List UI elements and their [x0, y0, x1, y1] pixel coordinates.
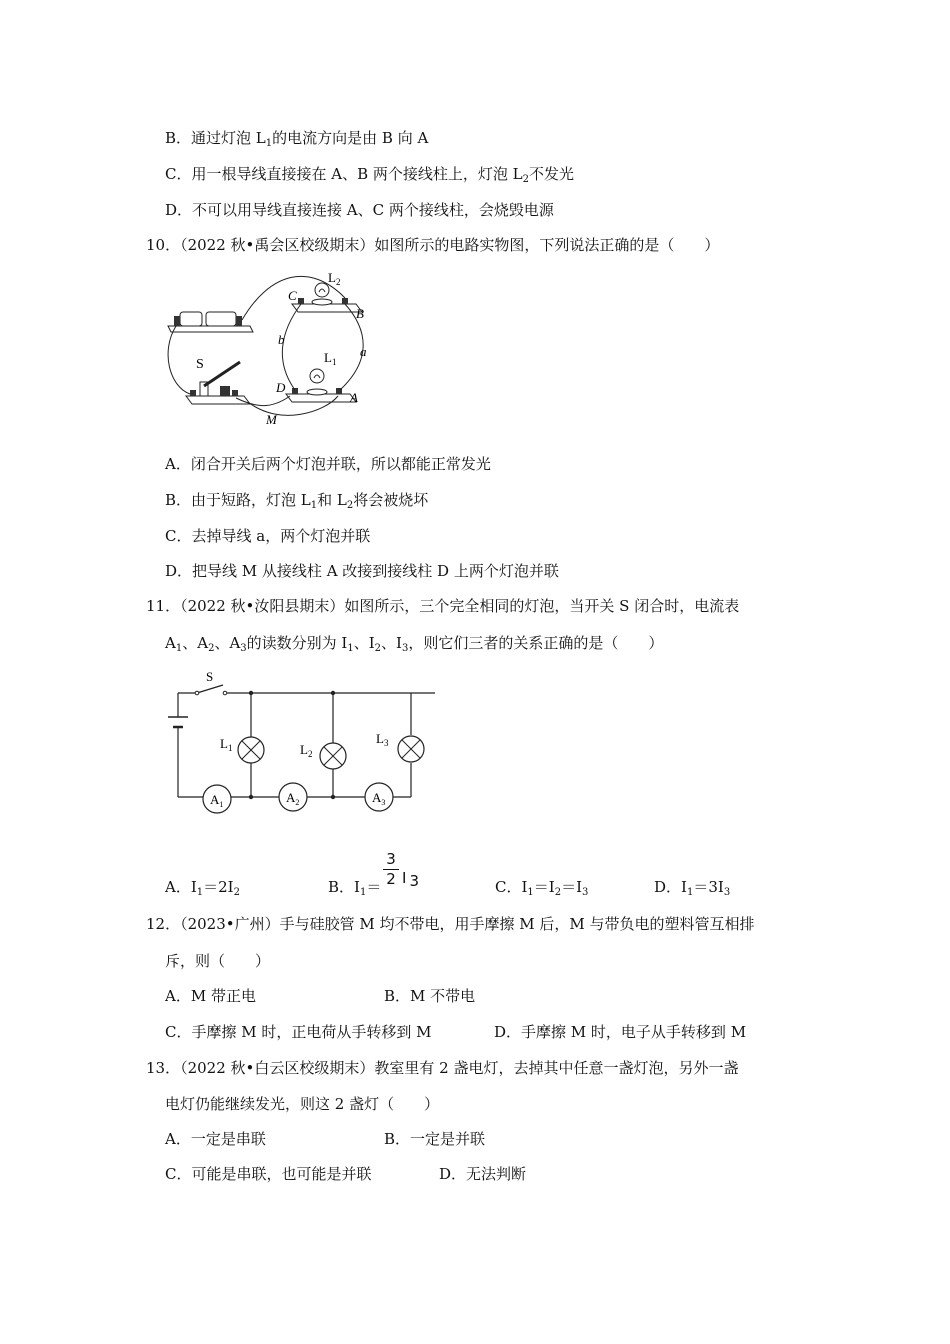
option-b-prev: B．通过灯泡 $L_1$的电流方向是由 B 向 A [165, 129, 429, 149]
q11-option-b: B．$I_1=$ [328, 878, 382, 898]
q11-option-c: C．$I_1=I_2=I_3$ [495, 878, 589, 898]
q13-stem-1: 13．（2022 秋•白云区校级期末）教室里有 2 盏电灯，去掉其中任意一盏灯泡，另外一盏 [146, 1059, 739, 1077]
q13-option-d: D．无法判断 [439, 1165, 527, 1183]
ammeter-a1-icon [203, 785, 231, 813]
fraction-numerator: 3 [386, 850, 396, 868]
q11-stem-1: 11．（2022 秋•汝阳县期末）如图所示，三个完全相同的灯泡，当开关 S 闭合时，电流表 [146, 597, 740, 615]
q10-option-a: A．闭合开关后两个灯泡并联，所以都能正常发光 [165, 455, 491, 473]
lamp-l2-board [292, 283, 362, 312]
label-s: S [196, 357, 204, 372]
q13-option-b: B．一定是并联 [384, 1130, 486, 1148]
label-b: B [356, 306, 364, 321]
svg-text:A2: $A_2$ [286, 790, 300, 807]
label-l3: $L_3$ [376, 731, 389, 748]
q10-option-c: C．去掉导线 a，两个灯泡并联 [165, 527, 371, 545]
q13-option-a: A．一定是串联 [165, 1130, 266, 1148]
svg-text:A3: $A_3$ [372, 790, 386, 807]
q12-stem-1: 12．（2023•广州）手与硅胶管 M 均不带电，用手摩擦 M 后，M 与带负电的塑料管互相排 [146, 915, 755, 933]
q11-circuit-diagram [165, 665, 445, 820]
q10-stem: 10．（2022 秋•禹会区校级期末）如图所示的电路实物图，下列说法正确的是（ ） [146, 236, 720, 254]
svg-text:A1: $A_1$ [210, 792, 224, 809]
q12-option-b: B．M 不带电 [384, 987, 476, 1005]
option-d-prev: D．不可以用导线直接连接 A、C 两个接线柱，会烧毁电源 [165, 201, 554, 219]
label-l1: $L_1$ [220, 736, 233, 753]
label-a: A [350, 390, 358, 405]
q12-option-d: D．手摩擦 M 时，电子从手转移到 M [494, 1023, 747, 1041]
q10-option-d: D．把导线 M 从接线柱 A 改接到接线柱 D 上两个灯泡并联 [165, 562, 559, 580]
fraction-denominator: 2 [386, 870, 396, 888]
q12-option-c: C．手摩擦 M 时，正电荷从手转移到 M [165, 1023, 432, 1041]
label-wire-b: b [278, 332, 285, 347]
q12-option-a: A．M 带正电 [165, 987, 256, 1005]
ammeter-a3-icon [365, 783, 393, 811]
lamp-l1-icon [238, 737, 264, 763]
q13-stem-2: 电灯仍能继续发光，则这 2 盏灯（ ） [165, 1095, 440, 1113]
label-l2: $L_2$ [328, 270, 341, 287]
q12-stem-2: 斥，则（ ） [165, 952, 271, 970]
lamp-l2-icon [320, 743, 346, 769]
label-wire-a: a [360, 344, 367, 359]
q11-option-a: A．$I_1=2I_2$ [165, 878, 240, 898]
lamp-l1-board [286, 369, 356, 402]
q13-option-c: C．可能是串联，也可能是并联 [165, 1165, 372, 1183]
option-c-prev: C．用一根导线直接接在 A、B 两个接线柱上，灯泡 $L_2$不发光 [165, 165, 574, 185]
battery-icon [168, 717, 188, 727]
label-s: S [206, 669, 214, 684]
lamp-l3-icon [398, 736, 424, 762]
q11-option-b-var: I 3 [402, 869, 419, 890]
q11-option-d: D．$I_1=3I_3$ [654, 878, 731, 898]
q10-option-b: B．由于短路，灯泡 $L_1$和 $L_2$将会被烧坏 [165, 491, 429, 511]
battery-icon [168, 312, 253, 332]
q10-circuit-diagram [160, 262, 380, 432]
q11-option-b-fraction [383, 851, 399, 888]
label-l1: $L_1$ [324, 350, 337, 367]
label-d: D [276, 380, 286, 395]
label-l2: $L_2$ [300, 742, 313, 759]
ammeter-a2-icon [279, 783, 307, 811]
label-c: C [288, 288, 297, 303]
q11-stem-2: $A_1$、$A_2$、$A_3$的读数分别为 $I_1$、$I_2$、$I_3$，则它们三者的关系正确的是（ ） [165, 634, 664, 654]
label-wire-m: M [266, 412, 277, 427]
